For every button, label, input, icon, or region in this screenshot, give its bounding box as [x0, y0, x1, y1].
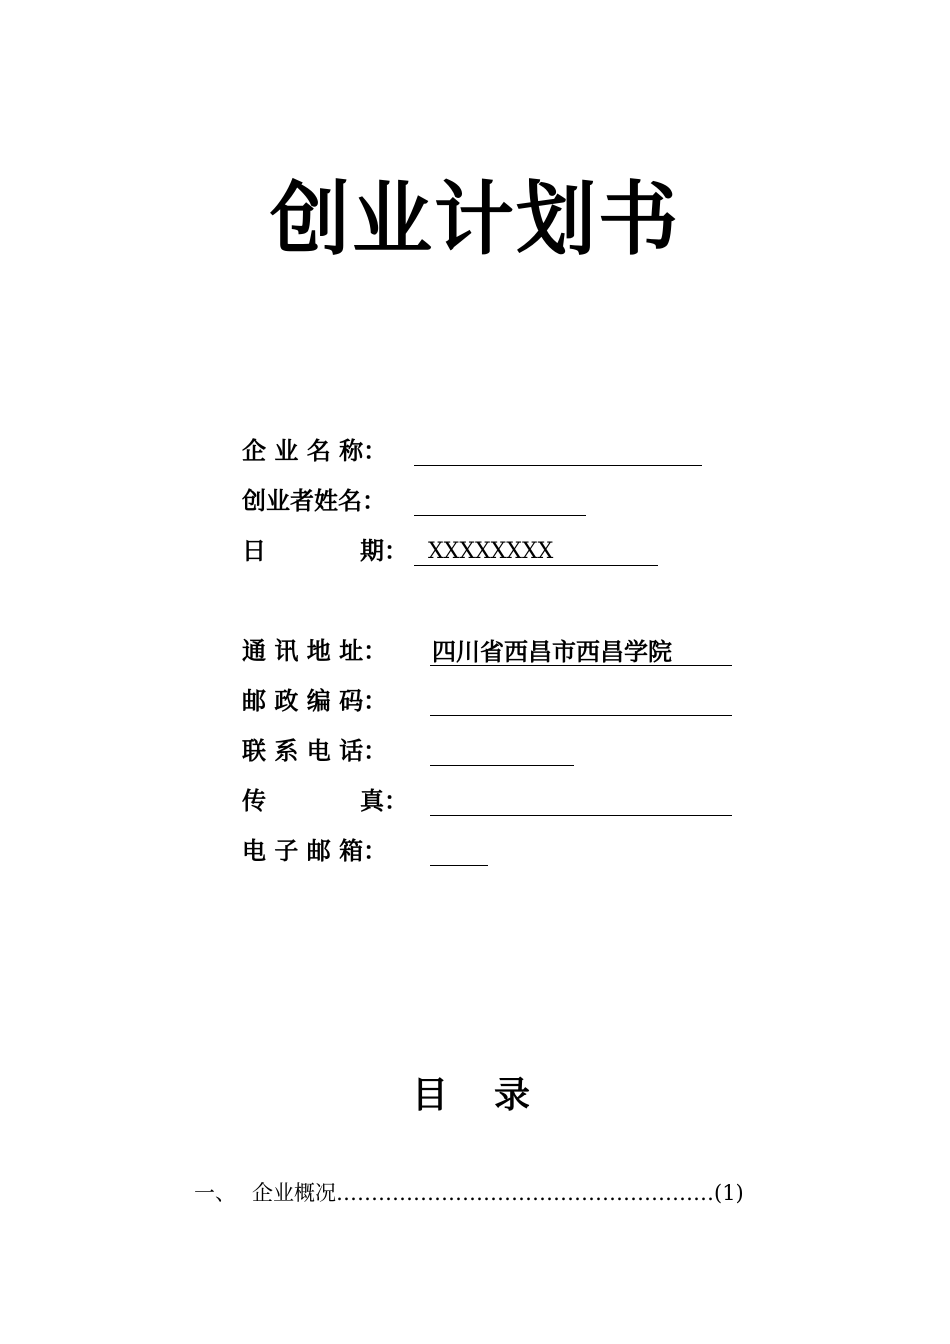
fax-label-char-2: 真： — [360, 786, 408, 815]
field-email — [242, 832, 488, 866]
field-label: 电 子 邮 箱： — [242, 836, 388, 865]
date-label-char-1: 日 — [242, 536, 266, 565]
field-label: 邮 政 编 码： — [242, 686, 388, 715]
toc-item-leader: ……………………………………………… — [336, 1181, 714, 1205]
date-value: XXXXXXXX — [414, 538, 658, 566]
document-title: 创业计划书 — [270, 173, 680, 266]
toc-item-number: 一、 — [194, 1181, 236, 1205]
toc-item-page: (1) — [714, 1181, 744, 1205]
field-postal-code — [242, 682, 732, 716]
fax-label-char-1: 传 — [242, 786, 266, 815]
field-label: 企 业 名 称： — [242, 436, 388, 465]
field-label: 创业者姓名： — [242, 486, 386, 515]
toc-heading: 目录 — [412, 1074, 577, 1116]
field-label: 联 系 电 话： — [242, 736, 388, 765]
field-founder-name — [242, 482, 586, 516]
toc-item-text: 企业概况 — [252, 1181, 336, 1205]
field-label: 通 讯 地 址： — [242, 636, 388, 665]
field-phone — [242, 732, 574, 766]
phone-value — [430, 738, 574, 766]
toc-item[interactable] — [194, 1178, 754, 1208]
postal-code-value — [430, 688, 732, 716]
field-address — [242, 632, 732, 666]
field-fax — [242, 782, 732, 816]
date-label-char-2: 期： — [360, 536, 408, 565]
field-label — [242, 786, 430, 816]
founder-name-value — [414, 488, 586, 516]
email-value — [430, 838, 488, 866]
company-name-value — [414, 438, 702, 466]
field-date — [242, 532, 658, 566]
field-label — [242, 536, 414, 566]
address-value: 四川省西昌市西昌学院 — [430, 638, 732, 666]
field-company-name — [242, 432, 702, 466]
fax-value — [430, 788, 732, 816]
